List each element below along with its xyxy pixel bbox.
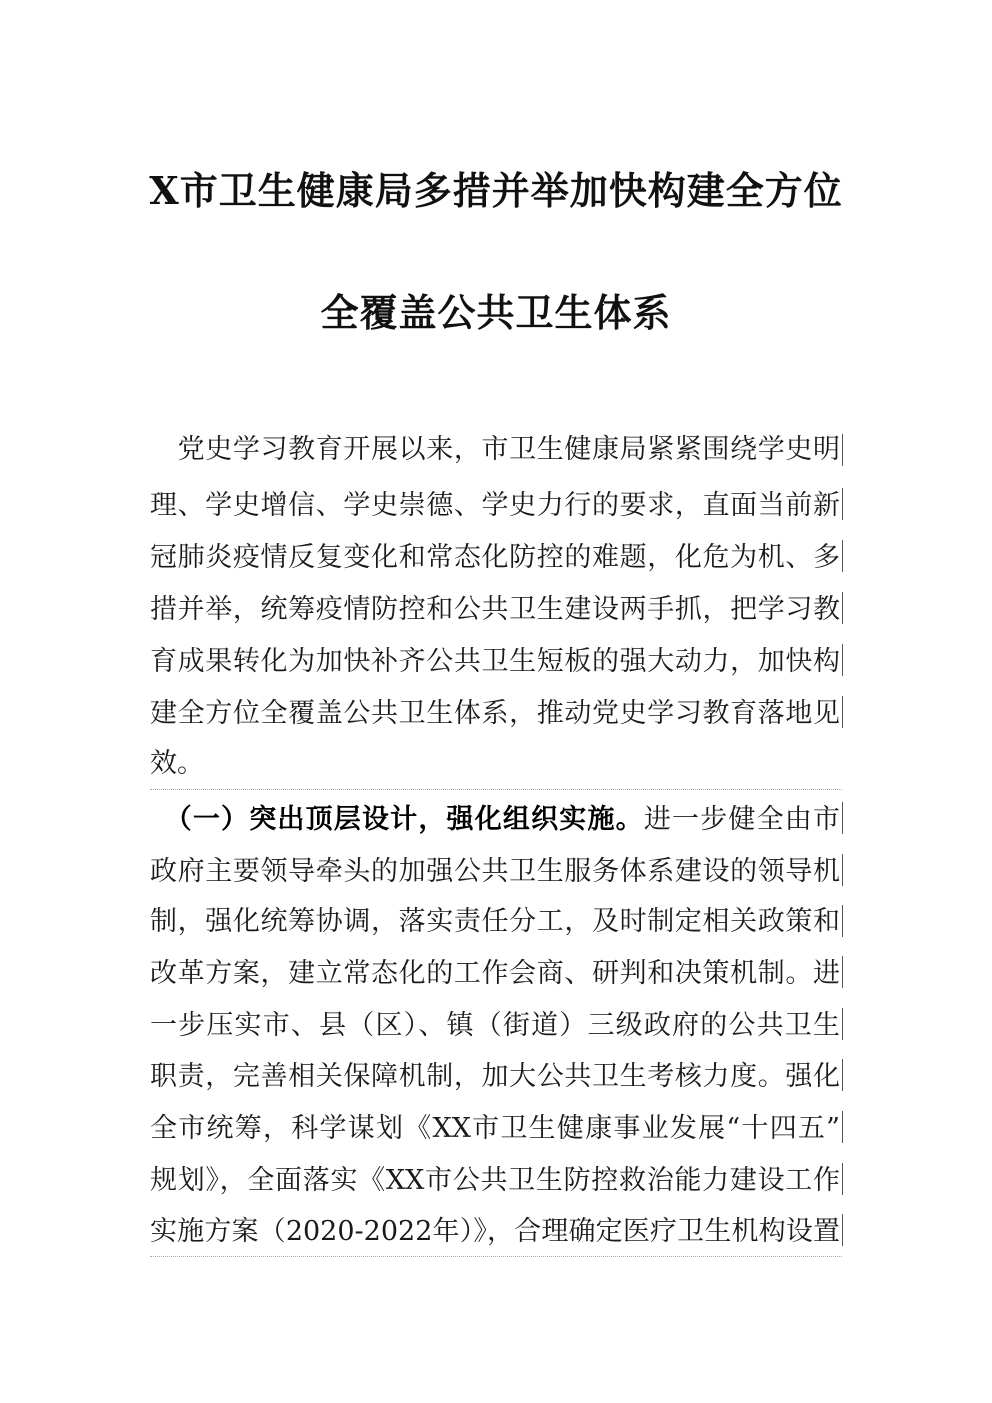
margin-mark bbox=[842, 1163, 843, 1195]
margin-mark bbox=[842, 434, 843, 466]
page-bottom-rule bbox=[150, 1256, 842, 1257]
margin-mark bbox=[842, 644, 843, 676]
margin-mark bbox=[842, 1059, 843, 1091]
intro-line: 冠肺炎疫情反复变化和常态化防控的难题，化危为机、多 bbox=[150, 542, 840, 573]
margin-mark bbox=[842, 488, 843, 520]
intro-line: 理、学史增信、学史崇德、学史力行的要求，直面当前新 bbox=[150, 490, 840, 521]
section-1-line: 制，强化统筹协调，落实责任分工，及时制定相关政策和 bbox=[150, 906, 840, 937]
margin-mark bbox=[842, 905, 843, 937]
paragraph-divider bbox=[150, 789, 842, 790]
section-1-line: 全市统筹，科学谋划《XX市卫生健康事业发展“十四五” bbox=[150, 1113, 840, 1144]
section-1-line: 实施方案（2020-2022年）》，合理确定医疗卫生机构设置 bbox=[150, 1216, 840, 1247]
intro-line: 措并举，统筹疫情防控和公共卫生建设两手抓，把学习教 bbox=[150, 594, 840, 625]
section-1-line: 改革方案，建立常态化的工作会商、研判和决策机制。进 bbox=[150, 958, 840, 989]
intro-line: 党史学习教育开展以来，市卫生健康局紧紧围绕学史明 bbox=[150, 434, 840, 465]
section-1-first-line bbox=[150, 796, 840, 844]
section-1-line: 一步压实市、县（区）、镇（街道）三级政府的公共卫生 bbox=[150, 1010, 840, 1041]
intro-line: 效。 bbox=[150, 748, 204, 779]
section-1-line: 规划》，全面落实《XX市公共卫生防控救治能力建设工作 bbox=[150, 1165, 840, 1196]
margin-mark bbox=[842, 1111, 843, 1143]
section-1-first-line-text: 进一步健全由市 bbox=[643, 804, 840, 835]
margin-mark bbox=[842, 696, 843, 728]
margin-mark bbox=[842, 802, 843, 834]
margin-mark bbox=[842, 854, 843, 886]
section-1-line: 政府主要领导牵头的加强公共卫生服务体系建设的领导机 bbox=[150, 856, 840, 887]
section-1-heading: （一）突出顶层设计，强化组织实施。 bbox=[150, 804, 644, 835]
margin-mark bbox=[842, 1214, 843, 1246]
intro-line: 育成果转化为加快补齐公共卫生短板的强大动力，加快构 bbox=[150, 646, 840, 677]
margin-mark bbox=[842, 540, 843, 572]
document-title-line-1: X市卫生健康局多措并举加快构建全方位 bbox=[149, 168, 843, 213]
document-title-line-2: 全覆盖公共卫生体系 bbox=[320, 290, 672, 335]
margin-mark bbox=[842, 956, 843, 988]
section-1-line: 职责，完善相关保障机制，加大公共卫生考核力度。强化 bbox=[150, 1061, 840, 1092]
intro-line: 建全方位全覆盖公共卫生体系，推动党史学习教育落地见 bbox=[150, 698, 840, 729]
margin-mark bbox=[842, 592, 843, 624]
margin-mark bbox=[842, 1008, 843, 1040]
